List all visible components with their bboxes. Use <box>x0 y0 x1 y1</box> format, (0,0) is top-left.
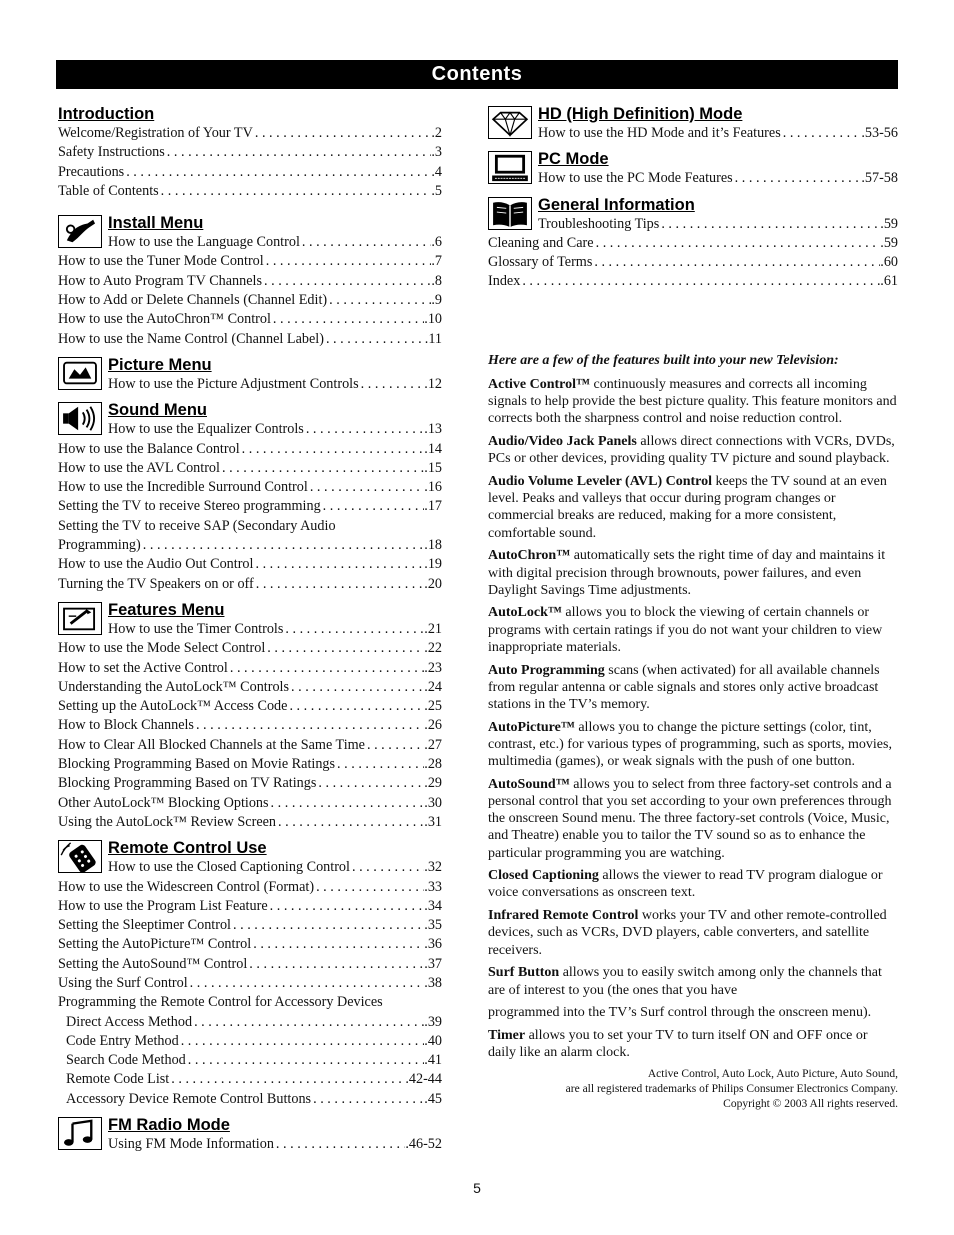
toc-leader-dots <box>194 716 424 735</box>
feature-term: Timer <box>488 1027 526 1043</box>
section-heading-picture-menu[interactable]: Picture Menu <box>108 355 212 374</box>
toc-entry-page: .26 <box>424 717 442 734</box>
toc-leader-dots <box>179 1032 425 1051</box>
toc-leader-dots <box>733 169 862 188</box>
toc-leader-dots <box>520 272 880 291</box>
features-section <box>488 352 898 1112</box>
toc-entry-label: Setting the TV to receive Stereo programming <box>58 498 321 515</box>
feature-item <box>488 776 898 862</box>
toc-entry[interactable] <box>58 1032 442 1051</box>
toc-entry-label: How to use the Closed Captioning Control <box>108 859 350 876</box>
toc-entry[interactable] <box>58 1090 442 1109</box>
toc-leader-dots <box>271 310 424 329</box>
features-list <box>488 376 898 1061</box>
toc-entry[interactable] <box>58 459 442 478</box>
trademark-notice <box>488 1067 898 1112</box>
feature-description: allows you to change the picture settings (color, tint, contrast, etc.) for various types of programming, such as sports, movies, multimedia (games), or weak signals with the push of one button. <box>488 719 892 770</box>
toc-entry[interactable] <box>58 659 442 678</box>
toc-entry-label: Glossary of Terms <box>488 254 593 271</box>
section-heading-hd-mode[interactable]: HD (High Definition) Mode <box>538 105 743 123</box>
toc-entry[interactable] <box>58 916 442 935</box>
toc-entry-label: Index <box>488 273 521 290</box>
toc-leader-dots <box>188 974 425 993</box>
toc-entry-page: .17 <box>424 498 442 515</box>
toc-entry-label: How to use the AVL Control <box>58 459 220 476</box>
toc-entry[interactable] <box>58 1013 442 1032</box>
book-icon <box>488 197 532 230</box>
toc-entry-page: .29 <box>424 775 442 792</box>
trademark-line: Active Control, Auto Lock, Auto Picture, Auto Sound, <box>647 1068 898 1081</box>
feature-description: allows you to set your TV to turn itself ON and OFF once or daily like an alarm clock. <box>488 1027 868 1061</box>
trademark-line: are all registered trademarks of Philips Consumer Electronics Company. <box>565 1083 898 1096</box>
music-note-icon <box>58 1117 102 1150</box>
toc-leader-dots <box>265 639 424 658</box>
toc-leader-dots <box>283 620 424 639</box>
toc-entry-label: How to use the Incredible Surround Control <box>58 479 308 496</box>
toc-entry-label: How to Add or Delete Channels (Channel Edit) <box>58 292 328 309</box>
feature-item <box>488 604 898 656</box>
toc-entry-label: How to use the Language Control <box>108 234 300 251</box>
toc-entry[interactable] <box>58 955 442 974</box>
toc-entry[interactable] <box>58 897 442 916</box>
toc-entry-page: .35 <box>424 917 442 934</box>
toc-entry-page: .27 <box>424 736 442 753</box>
feature-item <box>488 907 898 959</box>
toc-entry-label: Programming) <box>58 537 141 554</box>
feature-term: Active Control™ <box>488 377 590 392</box>
toc-leader-dots <box>308 478 424 497</box>
toc-leader-dots <box>781 124 862 143</box>
feature-description: allows you to select from three factory-set controls and a personal control that you set according to your own preferences through the onscreen Sound menu. The three factory-set controls (Voice, Music, and Theatre) enable you to tailor the TV sound so as to enhance the particular programming you are watching. <box>488 776 892 861</box>
toc-entry-page: .45 <box>424 1090 442 1107</box>
toc-entry-page: .5 <box>431 182 442 199</box>
toc-leader-dots <box>124 163 431 182</box>
toc-leader-dots <box>253 124 432 143</box>
toc-entry-page: .28 <box>424 756 442 773</box>
feature-term: Surf Button <box>488 965 560 981</box>
toc-entry-label: Programming the Remote Control for Accessory Devices <box>58 994 383 1011</box>
toc-entry-label: Accessory Device Remote Control Buttons <box>66 1090 312 1107</box>
toc-entry-label: Table of Contents <box>58 182 159 199</box>
toc-entry-label: Code Entry Method <box>66 1032 179 1049</box>
toc-entry[interactable] <box>58 440 442 459</box>
section-heading-general-information[interactable]: General Information <box>538 195 695 214</box>
feature-item <box>488 433 898 467</box>
install-menu-icon <box>58 215 102 248</box>
toc-entry-label: Other AutoLock™ Blocking Options <box>58 794 269 811</box>
toc-leader-dots <box>159 182 432 201</box>
toc-leader-dots <box>276 813 424 832</box>
picture-menu-icon <box>58 357 102 390</box>
features-menu-icon <box>58 602 102 635</box>
toc-entry-label: Setting the Sleeptimer Control <box>58 917 231 934</box>
toc-entry-label: Setting up the AutoLock™ Access Code <box>58 698 288 715</box>
toc-leader-dots <box>262 272 431 291</box>
toc-leader-dots <box>253 555 424 574</box>
toc-entry-page: .31 <box>424 813 442 830</box>
section-hd-mode <box>488 104 898 143</box>
page-title: Contents <box>56 60 898 89</box>
toc-entry[interactable] <box>58 774 442 793</box>
toc-entry-page: .59 <box>880 234 898 251</box>
toc-leader-dots <box>359 375 425 394</box>
toc-entry-page: .22 <box>424 640 442 657</box>
toc-entry-page: .46-52 <box>405 1136 442 1153</box>
toc-entry-page: .20 <box>424 575 442 592</box>
toc-entry[interactable] <box>58 536 442 555</box>
toc-entry[interactable] <box>58 620 442 639</box>
feature-term: AutoLock™ <box>488 605 562 621</box>
toc-entry[interactable] <box>488 272 898 291</box>
feature-term: Closed Captioning <box>488 868 599 884</box>
toc-entry-label: How to use the Widescreen Control (Format) <box>58 878 315 895</box>
toc-leader-dots <box>186 1051 424 1070</box>
toc-leader-dots <box>324 330 425 349</box>
section-pc-mode <box>488 149 898 188</box>
toc-entry-label: Setting the TV to receive SAP (Secondary Audio <box>58 517 336 534</box>
toc-leader-dots <box>365 736 424 755</box>
toc-entry-label: How to use the Name Control (Channel Label) <box>58 330 324 347</box>
toc-entry-page: .59 <box>880 215 898 232</box>
toc-leader-dots <box>316 774 424 793</box>
toc-entry[interactable] <box>58 233 442 252</box>
feature-item <box>488 867 898 901</box>
feature-description: automatically sets the right time of day and maintains it with digital precision through brownouts, power failures, and even Daylight Savings Time adjustments. <box>488 548 886 598</box>
feature-description: keeps the TV sound at an even level. Peaks and valleys that occur during program changes or commercial breaks are reduced, making for a more consistent, comfortable sound. <box>488 474 887 541</box>
toc-entry[interactable] <box>58 755 442 774</box>
toc-entry[interactable] <box>58 143 442 162</box>
toc-entry-page: .60 <box>880 254 898 271</box>
toc-entry-page: .53-56 <box>861 125 898 141</box>
toc-entry[interactable] <box>58 310 442 329</box>
toc-entry-page: .34 <box>424 897 442 914</box>
toc-entry-label: How to use the Tuner Mode Control <box>58 253 264 270</box>
toc-entry-page: .11 <box>424 330 442 347</box>
toc-entry-label: Blocking Programming Based on TV Ratings <box>58 775 317 792</box>
toc-entry-label: Remote Code List <box>66 1071 170 1088</box>
toc-entry-label: Troubleshooting Tips <box>538 215 660 232</box>
toc-leader-dots <box>264 252 432 271</box>
section-fm-radio-mode <box>58 1115 442 1154</box>
toc-entry-label: How to use the Timer Controls <box>108 620 284 637</box>
toc-entry-label: How to Block Channels <box>58 717 194 734</box>
toc-entry[interactable] <box>58 124 442 143</box>
toc-entry[interactable] <box>58 858 442 877</box>
toc-leader-dots <box>247 955 424 974</box>
feature-item <box>488 473 898 542</box>
toc-entry[interactable] <box>58 420 442 439</box>
toc-leader-dots <box>251 935 424 954</box>
toc-entry[interactable] <box>58 517 442 536</box>
toc-entry-label: How to use the Picture Adjustment Controls <box>108 375 359 392</box>
feature-description: allows direct connections with VCRs, DVDs, PCs or other devices, providing quality TV picture and sound playback. <box>488 434 895 467</box>
toc-entry-page: .19 <box>424 556 442 573</box>
feature-term: Infrared Remote Control <box>488 908 639 924</box>
toc-leader-dots <box>287 697 424 716</box>
toc-entry-page: .37 <box>424 955 442 972</box>
feature-item <box>488 376 898 428</box>
toc-entry-label: Safety Instructions <box>58 144 165 161</box>
toc-entry[interactable] <box>58 182 442 201</box>
toc-leader-dots <box>304 420 424 439</box>
toc-entry-page: .57-58 <box>861 170 898 187</box>
toc-entry[interactable] <box>58 163 442 182</box>
features-intro: Here are a few of the features built into your new Television: <box>488 353 839 368</box>
feature-term: AutoPicture™ <box>488 719 575 735</box>
toc-entry[interactable] <box>58 478 442 497</box>
toc-entry[interactable] <box>58 697 442 716</box>
toc-entry-page: .39 <box>424 1013 442 1030</box>
toc-entry-label: How to Auto Program TV Channels <box>58 272 263 289</box>
toc-entry[interactable] <box>58 272 442 291</box>
feature-description: programmed into the TV’s Surf control through the onscreen menu). <box>488 1005 872 1021</box>
toc-entry-label: Cleaning and Care <box>488 234 594 251</box>
feature-term: AutoChron™ <box>488 548 571 564</box>
toc-leader-dots <box>300 233 431 252</box>
feature-item <box>488 964 898 998</box>
toc-entry-page: .41 <box>424 1052 442 1069</box>
toc-entry[interactable] <box>58 497 442 516</box>
toc-leader-dots <box>350 858 424 877</box>
contents-left-column <box>58 104 442 1160</box>
toc-entry[interactable] <box>58 1135 442 1154</box>
section-heading-fm-radio-mode[interactable]: FM Radio Mode <box>108 1116 230 1135</box>
toc-entry-page: .8 <box>431 272 442 289</box>
feature-term: Auto Programming <box>488 662 605 678</box>
toc-entry-label: Understanding the AutoLock™ Controls <box>58 678 290 695</box>
toc-leader-dots <box>659 215 880 234</box>
toc-leader-dots <box>327 291 431 310</box>
toc-entry-page: .38 <box>424 974 442 991</box>
toc-entry-label: Search Code Method <box>66 1052 186 1069</box>
toc-entry[interactable] <box>488 169 898 188</box>
toc-entry[interactable] <box>58 555 442 574</box>
toc-leader-dots <box>220 459 424 478</box>
contents-right-column <box>488 104 898 298</box>
toc-entry-label: How to use the Equalizer Controls <box>108 421 304 438</box>
remote-control-icon <box>58 840 102 873</box>
section-heading-pc-mode[interactable]: PC Mode <box>538 150 609 169</box>
feature-item <box>488 662 898 714</box>
toc-entry-label: Welcome/Registration of Your TV <box>58 125 253 141</box>
toc-entry[interactable] <box>58 252 442 271</box>
toc-entry-label: How to use the HD Mode and it’s Features <box>538 125 781 141</box>
toc-entry[interactable] <box>58 935 442 954</box>
toc-entry-label: How to use the Balance Control <box>58 440 240 457</box>
toc-entry-page: .23 <box>424 659 442 676</box>
page-number: 5 <box>473 1180 481 1196</box>
toc-entry-label: Using the AutoLock™ Review Screen <box>58 813 277 830</box>
section-heading-sound-menu[interactable]: Sound Menu <box>108 401 207 420</box>
toc-entry-label: Direct Access Method <box>66 1013 193 1030</box>
toc-entry-page: .40 <box>424 1032 442 1049</box>
feature-description: works your TV and other remote-controlled devices, such as VCRs, DVD players, cable converters, and satellite receivers. <box>488 908 887 958</box>
toc-leader-dots <box>314 878 424 897</box>
feature-description: scans (when activated) for all available channels from regular antenna or cable signals and stores only active broadcast stations in the TV’s memory. <box>488 662 880 712</box>
toc-entry-page: .18 <box>424 537 442 554</box>
trademark-line: Copyright © 2003 All rights reserved. <box>723 1098 898 1111</box>
feature-term: Audio Volume Leveler (AVL) Control <box>488 474 713 490</box>
toc-leader-dots <box>592 253 880 272</box>
feature-item <box>488 1004 898 1021</box>
toc-leader-dots <box>289 678 424 697</box>
section-heading-introduction[interactable]: Introduction <box>58 105 155 123</box>
toc-leader-dots <box>311 1090 424 1109</box>
feature-description: allows the viewer to read TV program dialogue or voice conversations as onscreen text. <box>488 868 883 901</box>
toc-entry[interactable] <box>488 234 898 253</box>
toc-entry-page: .7 <box>431 253 442 270</box>
toc-entry[interactable] <box>58 375 442 394</box>
toc-leader-dots <box>240 440 425 459</box>
toc-entry-page: .30 <box>424 794 442 811</box>
toc-entry-page: .24 <box>424 678 442 695</box>
feature-item <box>488 547 898 599</box>
toc-entry-page: .42-44 <box>405 1071 442 1088</box>
feature-item <box>488 719 898 771</box>
toc-entry-label: How to use the Mode Select Control <box>58 640 266 657</box>
toc-entry-label: How to Clear All Blocked Channels at the Same Time <box>58 736 365 753</box>
toc-entry[interactable] <box>58 678 442 697</box>
section-picture-menu <box>58 355 442 394</box>
computer-icon <box>488 151 532 184</box>
toc-entry-page: .61 <box>880 273 898 290</box>
toc-leader-dots <box>335 755 424 774</box>
toc-entry-page: .14 <box>424 440 442 457</box>
toc-entry[interactable] <box>58 291 442 310</box>
section-install-menu <box>58 213 442 349</box>
toc-entry[interactable] <box>58 993 442 1012</box>
toc-entry-page: .13 <box>424 421 442 438</box>
toc-leader-dots <box>231 916 424 935</box>
toc-entry[interactable] <box>58 330 442 349</box>
toc-leader-dots <box>321 497 425 516</box>
feature-term: AutoSound™ <box>488 776 570 792</box>
toc-entry-page: .32 <box>424 859 442 876</box>
diamond-icon <box>488 106 532 139</box>
section-introduction <box>58 104 442 201</box>
section-remote-control-use <box>58 838 442 1109</box>
toc-leader-dots <box>228 659 424 678</box>
toc-entry-page: .15 <box>424 459 442 476</box>
toc-entry-label: Blocking Programming Based on Movie Ratings <box>58 756 336 773</box>
feature-item <box>488 1027 898 1061</box>
section-general-information <box>488 195 898 292</box>
toc-leader-dots <box>192 1013 424 1032</box>
toc-entry-page: .25 <box>424 698 442 715</box>
section-features-menu <box>58 600 442 832</box>
toc-entry[interactable] <box>58 1070 442 1089</box>
toc-leader-dots <box>165 143 432 162</box>
section-sound-menu <box>58 400 442 594</box>
toc-entry-label: How to set the Active Control <box>58 659 228 676</box>
toc-entry-page: .21 <box>424 620 442 637</box>
toc-entry[interactable] <box>58 974 442 993</box>
toc-leader-dots <box>594 234 881 253</box>
toc-entry-page: .9 <box>431 292 442 309</box>
section-heading-features-menu[interactable]: Features Menu <box>108 600 225 619</box>
toc-entry-page: .2 <box>431 125 442 141</box>
toc-entry-page: .36 <box>424 936 442 953</box>
toc-leader-dots <box>141 536 425 555</box>
toc-entry-label: Precautions <box>58 163 125 180</box>
toc-entry[interactable] <box>58 878 442 897</box>
sound-menu-icon <box>58 402 102 435</box>
section-heading-install-menu[interactable]: Install Menu <box>108 214 204 233</box>
toc-entry-page: .4 <box>431 163 442 180</box>
toc-entry-page: .3 <box>431 144 442 161</box>
feature-description: allows you to easily switch among only the channels that are of interest to you (the ones that you have <box>488 965 882 998</box>
toc-leader-dots <box>274 1135 405 1154</box>
toc-entry-label: How to use the AutoChron™ Control <box>58 311 271 328</box>
toc-entry[interactable] <box>488 253 898 272</box>
toc-entry-page: .33 <box>424 878 442 895</box>
toc-leader-dots <box>268 897 425 916</box>
toc-entry[interactable] <box>58 575 442 594</box>
section-heading-remote-control-use[interactable]: Remote Control Use <box>108 839 267 858</box>
feature-description: continuously measures and corrects all incoming signals to help provide the best picture quality. This feature monitors and corrects both the sharpness control and noise reduction control. <box>488 377 897 427</box>
toc-entry-page: .16 <box>424 479 442 496</box>
toc-leader-dots <box>169 1070 405 1089</box>
toc-entry-label: Setting the AutoSound™ Control <box>58 955 248 972</box>
toc-entry[interactable] <box>58 813 442 832</box>
toc-entry-label: Turning the TV Speakers on or off <box>58 575 254 592</box>
toc-entry-label: Using the Surf Control <box>58 974 188 991</box>
toc-entry-label: How to use the Audio Out Control <box>58 556 254 573</box>
toc-entry-label: Setting the AutoPicture™ Control <box>58 936 252 953</box>
toc-entry-page: .12 <box>424 375 442 392</box>
feature-description: allows you to block the viewing of certain channels or programs with certain ratings if you do not want your children to view inappropriate materials. <box>488 605 883 655</box>
toc-entry[interactable] <box>488 124 898 143</box>
toc-entry[interactable] <box>58 716 442 735</box>
toc-entry[interactable] <box>58 1051 442 1070</box>
toc-entry[interactable] <box>58 639 442 658</box>
feature-term: Audio/Video Jack Panels <box>488 434 637 450</box>
toc-entry[interactable] <box>488 215 898 234</box>
toc-entry[interactable] <box>58 794 442 813</box>
toc-leader-dots <box>269 794 425 813</box>
toc-entry-page: .10 <box>424 311 442 328</box>
toc-entry-label: How to use the PC Mode Features <box>538 170 733 187</box>
toc-entry-label: Using FM Mode Information <box>108 1136 274 1153</box>
toc-entry-label: How to use the Program List Feature <box>58 897 268 914</box>
toc-leader-dots <box>254 575 425 594</box>
toc-entry-page: .6 <box>431 234 442 251</box>
toc-entry[interactable] <box>58 736 442 755</box>
